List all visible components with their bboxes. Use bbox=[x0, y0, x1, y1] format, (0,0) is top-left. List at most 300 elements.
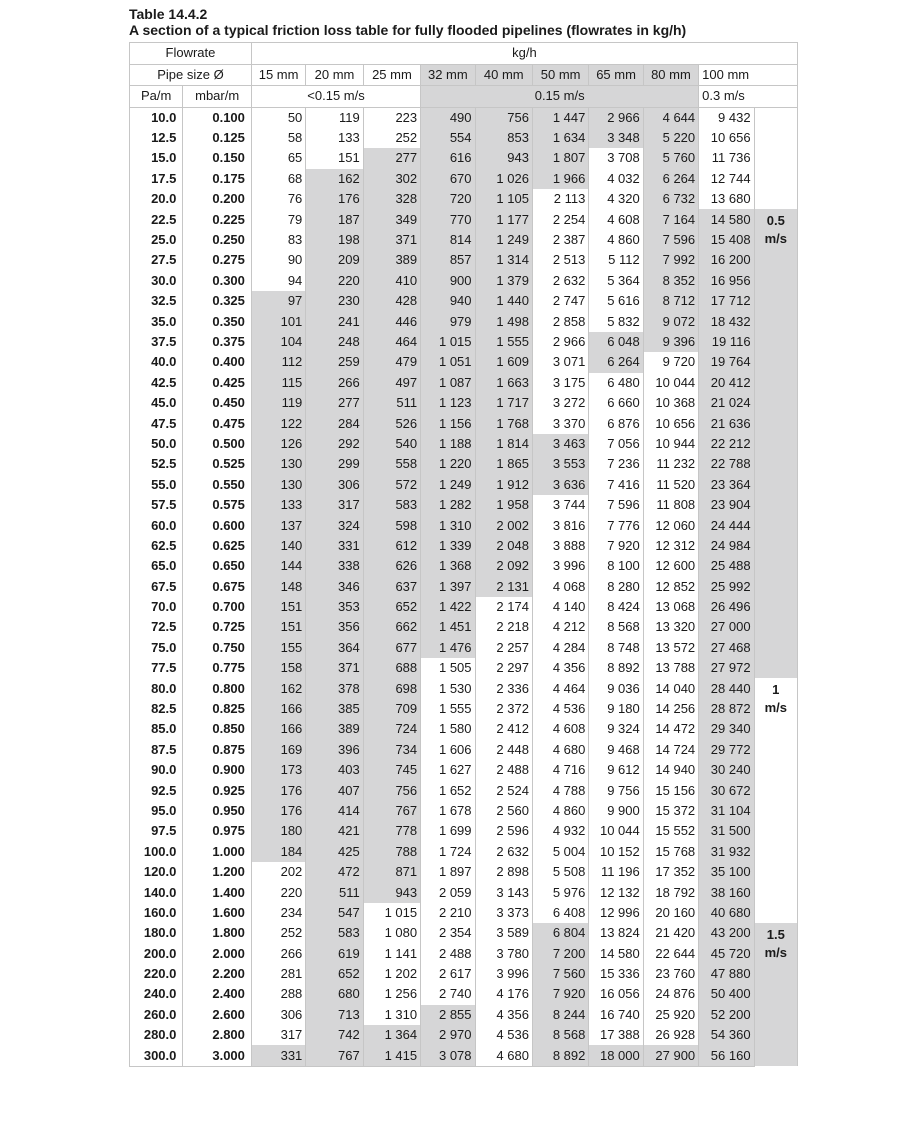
cell-25mm: 526 bbox=[363, 413, 420, 433]
cell-25mm: 583 bbox=[363, 495, 420, 515]
cell-50mm: 2 254 bbox=[532, 209, 588, 229]
cell-20mm: 421 bbox=[306, 821, 363, 841]
cell-15mm: 119 bbox=[251, 393, 305, 413]
cell-65mm: 11 196 bbox=[589, 862, 643, 882]
cell-100mm: 50 400 bbox=[699, 984, 754, 1004]
pipe-size-50: 50 mm bbox=[532, 64, 588, 86]
table-number: Table 14.4.2 bbox=[129, 6, 208, 22]
cell-50mm: 3 463 bbox=[532, 434, 588, 454]
cell-20mm: 230 bbox=[306, 291, 363, 311]
cell-mbar: 0.375 bbox=[183, 332, 252, 352]
cell-20mm: 162 bbox=[306, 169, 363, 189]
table-row bbox=[130, 699, 798, 719]
cell-25mm: 662 bbox=[363, 617, 420, 637]
cell-15mm: 133 bbox=[251, 495, 305, 515]
cell-80mm: 14 472 bbox=[643, 719, 698, 739]
cell-pa: 300.0 bbox=[130, 1045, 183, 1066]
cell-40mm: 853 bbox=[475, 128, 532, 148]
cell-100mm: 28 872 bbox=[699, 699, 754, 719]
cell-50mm: 4 608 bbox=[532, 719, 588, 739]
table-row bbox=[130, 189, 798, 209]
cell-40mm: 2 898 bbox=[475, 862, 532, 882]
cell-40mm: 2 048 bbox=[475, 536, 532, 556]
cell-40mm: 3 143 bbox=[475, 882, 532, 902]
cell-32mm: 3 078 bbox=[421, 1045, 475, 1066]
cell-pa: 280.0 bbox=[130, 1025, 183, 1045]
cell-mbar: 0.400 bbox=[183, 352, 252, 372]
cell-20mm: 209 bbox=[306, 250, 363, 270]
cell-80mm: 10 944 bbox=[643, 434, 698, 454]
table-row bbox=[130, 821, 798, 841]
cell-mbar: 0.525 bbox=[183, 454, 252, 474]
cell-100mm: 30 240 bbox=[699, 760, 754, 780]
cell-25mm: 745 bbox=[363, 760, 420, 780]
pipe-size-40: 40 mm bbox=[475, 64, 532, 86]
cell-25mm: 1 141 bbox=[363, 944, 420, 964]
cell-65mm: 9 900 bbox=[589, 801, 643, 821]
cell-50mm: 8 244 bbox=[532, 1005, 588, 1025]
cell-40mm: 2 596 bbox=[475, 821, 532, 841]
cell-100mm: 16 956 bbox=[699, 271, 754, 291]
cell-50mm: 3 744 bbox=[532, 495, 588, 515]
cell-15mm: 202 bbox=[251, 862, 305, 882]
cell-pa: 37.5 bbox=[130, 332, 183, 352]
cell-15mm: 58 bbox=[251, 128, 305, 148]
cell-pa: 72.5 bbox=[130, 617, 183, 637]
cell-25mm: 1 310 bbox=[363, 1005, 420, 1025]
cell-80mm: 9 720 bbox=[643, 352, 698, 372]
cell-65mm: 5 832 bbox=[589, 311, 643, 331]
cell-65mm: 6 876 bbox=[589, 413, 643, 433]
cell-100mm: 18 432 bbox=[699, 311, 754, 331]
table-row bbox=[130, 271, 798, 291]
cell-100mm: 21 024 bbox=[699, 393, 754, 413]
cell-20mm: 331 bbox=[306, 536, 363, 556]
cell-50mm: 1 807 bbox=[532, 148, 588, 168]
cell-pa: 35.0 bbox=[130, 311, 183, 331]
cell-100mm: 13 680 bbox=[699, 189, 754, 209]
cell-20mm: 338 bbox=[306, 556, 363, 576]
cell-25mm: 698 bbox=[363, 678, 420, 698]
cell-65mm: 12 132 bbox=[589, 882, 643, 902]
pipe-size-32: 32 mm bbox=[421, 64, 475, 86]
cell-15mm: 137 bbox=[251, 515, 305, 535]
cell-40mm: 1 555 bbox=[475, 332, 532, 352]
cell-32mm: 1 188 bbox=[421, 434, 475, 454]
cell-65mm: 15 336 bbox=[589, 964, 643, 984]
cell-32mm: 1 451 bbox=[421, 617, 475, 637]
cell-20mm: 292 bbox=[306, 434, 363, 454]
cell-50mm: 6 804 bbox=[532, 923, 588, 943]
cell-mbar: 0.350 bbox=[183, 311, 252, 331]
cell-15mm: 130 bbox=[251, 475, 305, 495]
cell-80mm: 13 788 bbox=[643, 658, 698, 678]
cell-20mm: 356 bbox=[306, 617, 363, 637]
cell-32mm: 1 678 bbox=[421, 801, 475, 821]
cell-32mm: 979 bbox=[421, 311, 475, 331]
cell-50mm: 4 212 bbox=[532, 617, 588, 637]
cell-20mm: 472 bbox=[306, 862, 363, 882]
cell-32mm: 1 724 bbox=[421, 842, 475, 862]
pipe-size-25: 25 mm bbox=[363, 64, 420, 86]
cell-40mm: 2 336 bbox=[475, 678, 532, 698]
cell-80mm: 26 928 bbox=[643, 1025, 698, 1045]
cell-pa: 97.5 bbox=[130, 821, 183, 841]
cell-32mm: 2 488 bbox=[421, 944, 475, 964]
cell-15mm: 331 bbox=[251, 1045, 305, 1066]
cell-32mm: 1 422 bbox=[421, 597, 475, 617]
cell-65mm: 9 612 bbox=[589, 760, 643, 780]
cell-65mm: 16 740 bbox=[589, 1005, 643, 1025]
cell-pa: 10.0 bbox=[130, 107, 183, 128]
table-row bbox=[130, 964, 798, 984]
cell-mbar: 3.000 bbox=[183, 1045, 252, 1066]
cell-15mm: 50 bbox=[251, 107, 305, 128]
cell-40mm: 3 589 bbox=[475, 923, 532, 943]
cell-40mm: 4 536 bbox=[475, 1025, 532, 1045]
cell-80mm: 15 768 bbox=[643, 842, 698, 862]
cell-40mm: 2 560 bbox=[475, 801, 532, 821]
cell-32mm: 814 bbox=[421, 230, 475, 250]
cell-65mm: 5 112 bbox=[589, 250, 643, 270]
cell-pa: 85.0 bbox=[130, 719, 183, 739]
cell-32mm: 2 970 bbox=[421, 1025, 475, 1045]
cell-80mm: 10 656 bbox=[643, 413, 698, 433]
side-velocity-band bbox=[754, 250, 797, 678]
cell-25mm: 252 bbox=[363, 128, 420, 148]
cell-65mm: 5 364 bbox=[589, 271, 643, 291]
table-row bbox=[130, 515, 798, 535]
cell-15mm: 130 bbox=[251, 454, 305, 474]
cell-20mm: 396 bbox=[306, 740, 363, 760]
cell-40mm: 1 026 bbox=[475, 169, 532, 189]
cell-65mm: 7 236 bbox=[589, 454, 643, 474]
cell-mbar: 0.750 bbox=[183, 638, 252, 658]
cell-65mm: 16 056 bbox=[589, 984, 643, 1004]
cell-20mm: 652 bbox=[306, 964, 363, 984]
cell-80mm: 15 552 bbox=[643, 821, 698, 841]
cell-65mm: 6 480 bbox=[589, 373, 643, 393]
cell-100mm: 22 212 bbox=[699, 434, 754, 454]
cell-25mm: 349 bbox=[363, 209, 420, 229]
table-row bbox=[130, 311, 798, 331]
cell-65mm: 8 568 bbox=[589, 617, 643, 637]
table-row bbox=[130, 148, 798, 168]
cell-20mm: 151 bbox=[306, 148, 363, 168]
cell-25mm: 328 bbox=[363, 189, 420, 209]
col-mbar-label: mbar/m bbox=[183, 86, 252, 108]
cell-25mm: 410 bbox=[363, 271, 420, 291]
cell-40mm: 4 176 bbox=[475, 984, 532, 1004]
cell-25mm: 446 bbox=[363, 311, 420, 331]
pipe-size-15: 15 mm bbox=[251, 64, 305, 86]
cell-15mm: 162 bbox=[251, 678, 305, 698]
side-velocity-label bbox=[754, 678, 797, 719]
cell-25mm: 371 bbox=[363, 230, 420, 250]
cell-pa: 52.5 bbox=[130, 454, 183, 474]
side-velocity-label bbox=[754, 923, 797, 964]
cell-50mm: 8 892 bbox=[532, 1045, 588, 1066]
cell-40mm: 1 865 bbox=[475, 454, 532, 474]
cell-32mm: 2 740 bbox=[421, 984, 475, 1004]
cell-100mm: 45 720 bbox=[699, 944, 754, 964]
cell-mbar: 0.600 bbox=[183, 515, 252, 535]
cell-80mm: 15 372 bbox=[643, 801, 698, 821]
cell-20mm: 277 bbox=[306, 393, 363, 413]
cell-20mm: 767 bbox=[306, 1045, 363, 1066]
pipe-size-65: 65 mm bbox=[589, 64, 643, 86]
cell-25mm: 1 080 bbox=[363, 923, 420, 943]
cell-25mm: 497 bbox=[363, 373, 420, 393]
cell-32mm: 2 617 bbox=[421, 964, 475, 984]
cell-50mm: 1 966 bbox=[532, 169, 588, 189]
cell-25mm: 637 bbox=[363, 576, 420, 596]
table-row bbox=[130, 617, 798, 637]
cell-25mm: 626 bbox=[363, 556, 420, 576]
cell-32mm: 616 bbox=[421, 148, 475, 168]
cell-32mm: 2 855 bbox=[421, 1005, 475, 1025]
cell-80mm: 18 792 bbox=[643, 882, 698, 902]
cell-32mm: 1 339 bbox=[421, 536, 475, 556]
cell-20mm: 378 bbox=[306, 678, 363, 698]
cell-25mm: 1 364 bbox=[363, 1025, 420, 1045]
cell-pa: 220.0 bbox=[130, 964, 183, 984]
cell-mbar: 0.200 bbox=[183, 189, 252, 209]
table-row bbox=[130, 903, 798, 923]
cell-100mm: 25 992 bbox=[699, 576, 754, 596]
cell-40mm: 2 524 bbox=[475, 780, 532, 800]
cell-32mm: 900 bbox=[421, 271, 475, 291]
table-row bbox=[130, 801, 798, 821]
cell-15mm: 234 bbox=[251, 903, 305, 923]
cell-32mm: 1 249 bbox=[421, 475, 475, 495]
cell-65mm: 7 056 bbox=[589, 434, 643, 454]
cell-20mm: 324 bbox=[306, 515, 363, 535]
cell-15mm: 140 bbox=[251, 536, 305, 556]
cell-32mm: 490 bbox=[421, 107, 475, 128]
table-row bbox=[130, 352, 798, 372]
cell-pa: 40.0 bbox=[130, 352, 183, 372]
cell-80mm: 27 900 bbox=[643, 1045, 698, 1066]
cell-20mm: 619 bbox=[306, 944, 363, 964]
cell-pa: 180.0 bbox=[130, 923, 183, 943]
cell-pa: 82.5 bbox=[130, 699, 183, 719]
cell-20mm: 299 bbox=[306, 454, 363, 474]
cell-50mm: 2 747 bbox=[532, 291, 588, 311]
cell-pa: 77.5 bbox=[130, 658, 183, 678]
cell-65mm: 9 324 bbox=[589, 719, 643, 739]
table-row bbox=[130, 780, 798, 800]
cell-32mm: 1 123 bbox=[421, 393, 475, 413]
table-row bbox=[130, 576, 798, 596]
cell-20mm: 742 bbox=[306, 1025, 363, 1045]
cell-80mm: 9 396 bbox=[643, 332, 698, 352]
cell-80mm: 10 368 bbox=[643, 393, 698, 413]
cell-40mm: 943 bbox=[475, 148, 532, 168]
velocity-band-mid: 0.15 m/s bbox=[421, 86, 699, 108]
cell-40mm: 2 372 bbox=[475, 699, 532, 719]
cell-40mm: 3 780 bbox=[475, 944, 532, 964]
table-row bbox=[130, 678, 798, 698]
cell-80mm: 21 420 bbox=[643, 923, 698, 943]
cell-65mm: 9 180 bbox=[589, 699, 643, 719]
cell-pa: 160.0 bbox=[130, 903, 183, 923]
cell-20mm: 389 bbox=[306, 719, 363, 739]
cell-50mm: 3 071 bbox=[532, 352, 588, 372]
cell-50mm: 2 632 bbox=[532, 271, 588, 291]
cell-32mm: 1 699 bbox=[421, 821, 475, 841]
cell-80mm: 11 808 bbox=[643, 495, 698, 515]
cell-pa: 20.0 bbox=[130, 189, 183, 209]
cell-25mm: 223 bbox=[363, 107, 420, 128]
cell-mbar: 0.850 bbox=[183, 719, 252, 739]
cell-65mm: 4 032 bbox=[589, 169, 643, 189]
cell-pa: 15.0 bbox=[130, 148, 183, 168]
cell-50mm: 3 553 bbox=[532, 454, 588, 474]
cell-40mm: 4 680 bbox=[475, 1045, 532, 1066]
cell-32mm: 1 310 bbox=[421, 515, 475, 535]
cell-32mm: 1 897 bbox=[421, 862, 475, 882]
cell-20mm: 198 bbox=[306, 230, 363, 250]
cell-25mm: 756 bbox=[363, 780, 420, 800]
cell-32mm: 1 087 bbox=[421, 373, 475, 393]
table-row bbox=[130, 250, 798, 270]
cell-100mm: 54 360 bbox=[699, 1025, 754, 1045]
cell-50mm: 4 932 bbox=[532, 821, 588, 841]
cell-pa: 17.5 bbox=[130, 169, 183, 189]
cell-65mm: 9 468 bbox=[589, 740, 643, 760]
cell-65mm: 8 100 bbox=[589, 556, 643, 576]
cell-32mm: 2 059 bbox=[421, 882, 475, 902]
cell-100mm: 20 412 bbox=[699, 373, 754, 393]
cell-20mm: 364 bbox=[306, 638, 363, 658]
cell-32mm: 1 476 bbox=[421, 638, 475, 658]
cell-20mm: 187 bbox=[306, 209, 363, 229]
cell-50mm: 4 680 bbox=[532, 740, 588, 760]
cell-80mm: 22 644 bbox=[643, 944, 698, 964]
side-velocity-unit: m/s bbox=[764, 699, 787, 715]
cell-15mm: 288 bbox=[251, 984, 305, 1004]
cell-mbar: 2.200 bbox=[183, 964, 252, 984]
cell-100mm: 30 672 bbox=[699, 780, 754, 800]
cell-80mm: 13 320 bbox=[643, 617, 698, 637]
cell-80mm: 25 920 bbox=[643, 1005, 698, 1025]
cell-pa: 67.5 bbox=[130, 576, 183, 596]
cell-100mm: 29 772 bbox=[699, 740, 754, 760]
cell-15mm: 112 bbox=[251, 352, 305, 372]
cell-65mm: 9 036 bbox=[589, 678, 643, 698]
cell-32mm: 1 156 bbox=[421, 413, 475, 433]
cell-80mm: 8 712 bbox=[643, 291, 698, 311]
cell-40mm: 2 632 bbox=[475, 842, 532, 862]
cell-80mm: 15 156 bbox=[643, 780, 698, 800]
cell-100mm: 26 496 bbox=[699, 597, 754, 617]
cell-80mm: 14 256 bbox=[643, 699, 698, 719]
cell-65mm: 13 824 bbox=[589, 923, 643, 943]
pipe-size-100: 100 mm bbox=[699, 64, 798, 86]
cell-100mm: 31 104 bbox=[699, 801, 754, 821]
table-row bbox=[130, 984, 798, 1004]
cell-80mm: 6 264 bbox=[643, 169, 698, 189]
cell-65mm: 9 756 bbox=[589, 780, 643, 800]
header-row-pipe-sizes bbox=[130, 64, 798, 86]
cell-100mm: 29 340 bbox=[699, 719, 754, 739]
table-row bbox=[130, 556, 798, 576]
cell-32mm: 1 530 bbox=[421, 678, 475, 698]
cell-50mm: 3 888 bbox=[532, 536, 588, 556]
cell-15mm: 166 bbox=[251, 719, 305, 739]
cell-mbar: 0.875 bbox=[183, 740, 252, 760]
cell-mbar: 0.800 bbox=[183, 678, 252, 698]
cell-pa: 25.0 bbox=[130, 230, 183, 250]
cell-65mm: 8 280 bbox=[589, 576, 643, 596]
table-row bbox=[130, 842, 798, 862]
pipe-size-20: 20 mm bbox=[306, 64, 363, 86]
cell-32mm: 1 051 bbox=[421, 352, 475, 372]
cell-100mm: 24 984 bbox=[699, 536, 754, 556]
cell-15mm: 148 bbox=[251, 576, 305, 596]
cell-mbar: 0.825 bbox=[183, 699, 252, 719]
cell-15mm: 104 bbox=[251, 332, 305, 352]
side-velocity-unit: m/s bbox=[764, 944, 787, 960]
cell-32mm: 1 606 bbox=[421, 740, 475, 760]
cell-32mm: 2 354 bbox=[421, 923, 475, 943]
cell-20mm: 353 bbox=[306, 597, 363, 617]
cell-100mm: 25 488 bbox=[699, 556, 754, 576]
table-row bbox=[130, 944, 798, 964]
cell-40mm: 1 105 bbox=[475, 189, 532, 209]
flowrate-unit: kg/h bbox=[251, 43, 797, 65]
cell-50mm: 4 140 bbox=[532, 597, 588, 617]
cell-65mm: 4 608 bbox=[589, 209, 643, 229]
cell-20mm: 248 bbox=[306, 332, 363, 352]
table-row bbox=[130, 128, 798, 148]
table-row bbox=[130, 373, 798, 393]
cell-50mm: 7 200 bbox=[532, 944, 588, 964]
cell-65mm: 14 580 bbox=[589, 944, 643, 964]
cell-pa: 95.0 bbox=[130, 801, 183, 821]
cell-25mm: 598 bbox=[363, 515, 420, 535]
cell-50mm: 5 004 bbox=[532, 842, 588, 862]
cell-100mm: 14 580 bbox=[699, 209, 754, 229]
cell-15mm: 90 bbox=[251, 250, 305, 270]
cell-100mm: 16 200 bbox=[699, 250, 754, 270]
cell-40mm: 756 bbox=[475, 107, 532, 128]
cell-80mm: 13 068 bbox=[643, 597, 698, 617]
cell-65mm: 3 708 bbox=[589, 148, 643, 168]
cell-20mm: 547 bbox=[306, 903, 363, 923]
cell-25mm: 612 bbox=[363, 536, 420, 556]
cell-50mm: 4 860 bbox=[532, 801, 588, 821]
cell-mbar: 0.175 bbox=[183, 169, 252, 189]
cell-100mm: 11 736 bbox=[699, 148, 754, 168]
cell-80mm: 14 040 bbox=[643, 678, 698, 698]
cell-80mm: 8 352 bbox=[643, 271, 698, 291]
cell-20mm: 511 bbox=[306, 882, 363, 902]
cell-50mm: 4 356 bbox=[532, 658, 588, 678]
cell-32mm: 1 580 bbox=[421, 719, 475, 739]
header-row-flowrate bbox=[130, 43, 798, 65]
cell-mbar: 1.800 bbox=[183, 923, 252, 943]
cell-65mm: 6 264 bbox=[589, 352, 643, 372]
cell-25mm: 1 202 bbox=[363, 964, 420, 984]
cell-40mm: 1 314 bbox=[475, 250, 532, 270]
cell-pa: 60.0 bbox=[130, 515, 183, 535]
table-row bbox=[130, 230, 798, 250]
friction-loss-table bbox=[129, 42, 798, 1067]
cell-65mm: 10 044 bbox=[589, 821, 643, 841]
cell-mbar: 2.800 bbox=[183, 1025, 252, 1045]
